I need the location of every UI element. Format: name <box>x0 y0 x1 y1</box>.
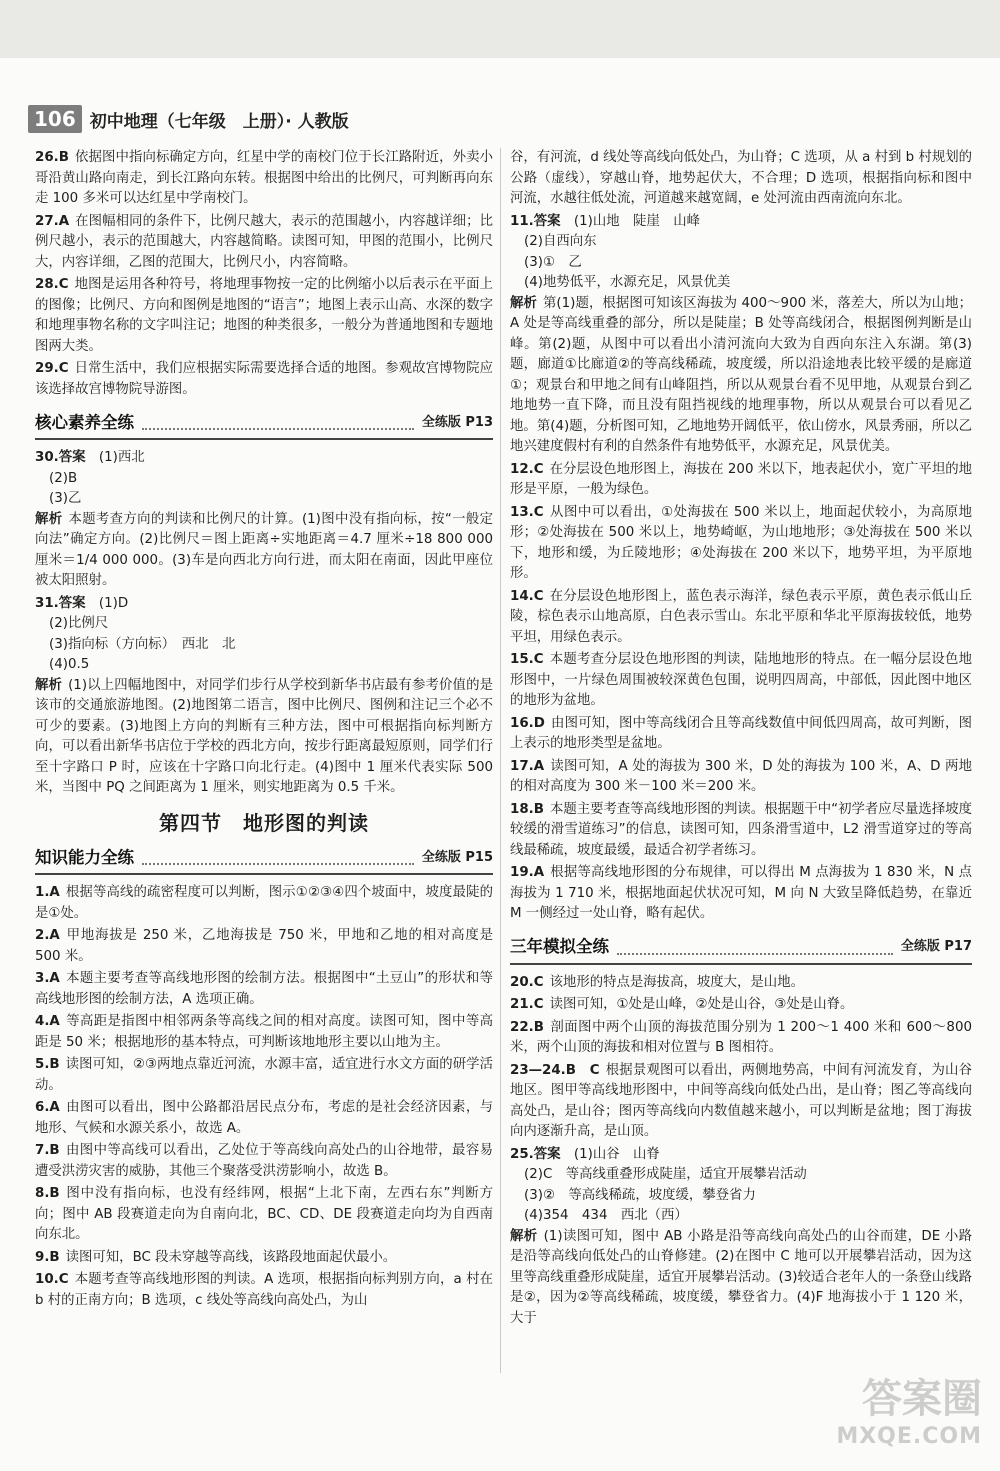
explanation-text: 第(1)题，根据图可知该区海拔为 400～900 米，落差大，所以为山地；A 处是等高线重叠的部分，所以是陡崖；B 处等高线闭合，根据图例判断是山峰。第(2)题，从图中可以看出小清河流向大致为自西向东注入东湖。第(3)题，廊道①比廊道②的等高线稀疏，坡度缓，所以沿途地表比较平缓的是廊道①；观景台和甲地之间有山峰阻挡，所以从观景台看不见甲地，从观景台到乙地地势一直下降，而且没有阻挡视线的地理事物，所以从观景台可以看见乙地。第(4)题，分析图可知，乙地地势开阔低平，依山傍水，风景秀丽，所以乙地兴建度假村有利的自然条件有地势低平，水源充足，风景优美。 <box>510 295 973 454</box>
item-number: 26.B <box>35 150 69 165</box>
item-text: 图中没有指向标，也没有经纬网，根据“上北下南，左西右东”判断方向；图中 AB 段赛道走向为自南向北，BC、CD、DE 段赛道走向均为自西南向东北。 <box>35 1186 493 1242</box>
item-text: 本题主要考查等高线地形图的判读。根据题干中“初学者应尽量选择坡度较缓的滑雪道练习”的信息，读图可知，四条滑雪道中，L2 滑雪道穿过的等高线最稀疏，坡度最缓，最适合初学者练习。 <box>510 801 972 858</box>
item-number: 21.C <box>510 997 544 1012</box>
answer-item <box>510 757 972 798</box>
answer-part: (1)西北 <box>98 450 145 465</box>
section-leader <box>142 416 414 430</box>
answer-item <box>35 1248 493 1269</box>
item-number: 25.答案 <box>510 1146 561 1162</box>
answer-item <box>510 1061 972 1143</box>
answer-item <box>510 995 972 1016</box>
section-leader <box>142 851 414 865</box>
item-text: 读图可知，②③两地点靠近河流，水源丰富，适宜进行水文方面的研学活动。 <box>35 1057 493 1093</box>
answer-part: (1)D <box>98 595 129 611</box>
item-text: 读图可知，BC 段未穿越等高线，该路段地面起伏最小。 <box>65 1249 397 1265</box>
item-text: 依据图中指向标确定方向，红星中学的南校门位于长江路附近，外卖小哥沿黄山路向南走，到长江路向东转。根据图中给出的比例尺，可判断再向东走 100 多米可以达红星中学南校门。 <box>35 150 493 206</box>
item-number: 7.B <box>35 1143 60 1158</box>
answer-part: (1)山地 陡崖 山峰 <box>573 213 700 229</box>
section-title: 知识能力全练 <box>35 847 134 867</box>
answer-part: (3)① 乙 <box>524 254 582 270</box>
answer-part: (2)比例尺 <box>49 616 109 631</box>
item-text: 根据等高线地形图的分布规律，可以得出 M 点海拔为 1 830 米，N 点海拔为 1 710 米，根据地面起伏状况可知，M 向 N 大致呈降低趋势，在靠近 M 一侧经过一处山脊，略有起伏。 <box>510 865 972 921</box>
item-number: 15.C <box>510 652 544 667</box>
item-number: 1.A <box>35 885 60 900</box>
item-text: 在图幅相同的条件下，比例尺越大，表示的范围越小，内容越详细；比例尺越小，表示的范围越大，内容越简略。读图可知，甲图的范围小，比例尺大，内容详细，乙图的范围大，比例尺小，内容简略。 <box>35 213 493 270</box>
top-bar <box>0 0 1000 58</box>
answer-item <box>510 800 972 862</box>
answer-part: (1)山谷 山脊 <box>573 1146 660 1162</box>
item-text: 地图是运用各种符号，将地理事物按一定的比例缩小以后表示在平面上的图像；比例尺、方向和图例是地图的“语言”；地图上表示山高、水深的数字和地理事物名称的文字叫注记；地图的种类很多，一般分为普通地图和专题地图两大类。 <box>35 277 493 354</box>
explanation <box>35 676 493 799</box>
item-number: 9.B <box>35 1249 60 1265</box>
answer-part: (2)自西向东 <box>524 234 597 249</box>
answer-item <box>35 926 493 967</box>
answer-line <box>510 212 972 233</box>
answer-item <box>35 275 493 357</box>
answer-line <box>510 1145 972 1166</box>
continued-text: 谷，有河流，d 线处等高线向低处凸，为山脊；C 选项，从 a 村到 b 村规划的公路（虚线），穿越山脊，地势起伏大，不合理；D 选项，根据指向标和图中河流，水越往低处流，河道越来越宽阔，e 处河流由西南流向东北。 <box>510 150 972 206</box>
book-title: 初中地理（七年级 上册）· 人教版 <box>89 111 349 132</box>
item-text: 本题考查分层设色地形图的判读，陆地地形的特点。在一幅分层设色地形图中，一片绿色周围被较深黄色包围，说明四周高，中部低，因此图中地区的地形为盆地。 <box>510 652 972 708</box>
answer-item <box>510 650 972 712</box>
item-number: 19.A <box>510 865 545 880</box>
section-title: 三年模拟全练 <box>510 937 609 957</box>
item-number: 8.B <box>35 1186 60 1201</box>
answer-item <box>35 1012 493 1053</box>
explanation-label: 解析 <box>35 511 63 527</box>
answer-part: (3)指向标（方向标） 西北 北 <box>49 636 236 652</box>
item-text: 由图中等高线可以看出，乙处位于等高线向高处凸的山谷地带，最容易遭受洪涝灾害的威胁，其他三个聚落受洪涝影响小，故选 B。 <box>35 1143 493 1179</box>
item-number: 18.B <box>510 801 544 817</box>
left-column <box>35 148 493 1313</box>
explanation-text: (1)以上四幅地图中，对同学们步行从学校到新华书店最有参考价值的是该市的交通旅游地图。(2)地图第二语言，图中比例尺、图例和注记三个必不可少的要素。(3)地图上方向的判断有三种方法，图中可根据指向标判断方向，可以看出新华书店位于学校的西北方向，按步行距离最短原则，同学们行至十字路口 P 时，应该在十字路口向北行走。(4)图中 1 厘米代表实际 500 米，当图中 PQ 之间距离为 1 厘米，则实地距离为 0.5 千米。 <box>35 677 494 795</box>
answer-part: (4)地势低平，水源充足，风景优美 <box>524 275 731 290</box>
answer-part: (3)② 等高线稀疏，坡度缓，攀登省力 <box>524 1187 756 1203</box>
answer-part: (2)C 等高线重叠形成陡崖，适宜开展攀岩活动 <box>524 1167 807 1182</box>
item-number: 10.C <box>35 1272 69 1287</box>
item-text: 等高距是指图中相邻两条等高线之间的相对高度。读图可知，图中等高距是 50 米；根据地形的基本特点，可判断该地地形主要以山地为主。 <box>35 1014 493 1050</box>
answer-part: (4)0.5 <box>49 657 90 672</box>
item-number: 28.C <box>35 277 69 292</box>
item-text: 剖面图中两个山顶的海拔范围分别为 1 200～1 400 米和 600～800 米，两个山顶的海拔和相对位置与 B 图相符。 <box>510 1019 972 1055</box>
explanation-label: 解析 <box>510 295 537 311</box>
watermark-logo: 答案圈 MXQE.COM <box>836 1376 982 1449</box>
item-number: 23—24.B C <box>510 1062 600 1078</box>
explanation <box>35 510 493 592</box>
item-number: 6.A <box>35 1100 60 1115</box>
answer-block <box>510 212 972 294</box>
explanation-text: (1)读图可知，图中 AB 小路是沿等高线向高处凸的山谷而建，DE 小路是沿等高线向低处凸的山脊修建。(2)在图中 C 地可以开展攀岩活动，因为这里等高线重叠形成陡崖，适宜开展攀岩活动。(3)较适合老年人的一条登山线路是②，因为②等高线稀疏，坡度缓，攀登省力。(4)F 地海拔小于 1 120 米，大于 <box>510 1228 973 1326</box>
answer-part: (4)354 434 西北（西） <box>524 1208 688 1223</box>
answer-block <box>35 594 493 676</box>
answer-line <box>35 448 493 469</box>
answer-item <box>510 973 972 994</box>
answer-item <box>35 1270 493 1311</box>
item-number: 22.B <box>510 1019 544 1035</box>
answer-item <box>35 1184 493 1246</box>
item-text: 该地形的特点是海拔高，坡度大，是山地。 <box>549 974 804 990</box>
item-number: 20.C <box>510 974 544 990</box>
item-number: 5.B <box>35 1057 60 1072</box>
item-text: 根据等高线的疏密程度可以判断，图示①②③④四个坡面中，坡度最陡的是①处。 <box>35 885 493 921</box>
item-number: 13.C <box>510 504 544 520</box>
answer-item <box>35 883 493 924</box>
explanation <box>510 1227 972 1330</box>
section-ref: 全练版 P13 <box>421 414 493 430</box>
item-text: 根据景观图可以看出，两侧地势高，中间有河流发育，为山谷地区。图甲等高线地形图中，中间等高线向低处凸出，是山脊；图乙等高线向高处凸，是山谷；图丙等高线向内数值越来越小，可以判断是盆地；图丁海拔向内逐渐升高，是山顶。 <box>510 1062 973 1139</box>
item-number: 12.C <box>510 461 544 477</box>
answer-item <box>35 1055 493 1096</box>
item-text: 由图可以看出，图中公路都沿居民点分布，考虑的是社会经济因素，与地形、气候和水源关系小，故选 A。 <box>35 1100 493 1136</box>
answer-item <box>510 587 972 649</box>
item-number: 14.C <box>510 588 544 604</box>
section-heading <box>510 935 972 965</box>
item-number: 30.答案 <box>35 450 86 465</box>
item-number: 2.A <box>35 928 60 943</box>
item-number: 3.A <box>35 971 60 986</box>
answer-item <box>510 863 972 925</box>
item-text: 本题考查等高线地形图的判读。A 选项，根据指向标判别方向，a 村在 b 村的正南方向；B 选项，c 线处等高线向高处凸，为山 <box>35 1272 493 1308</box>
explanation-label: 解析 <box>35 677 63 693</box>
explanation-text: 本题考查方向的判读和比例尺的计算。(1)图中没有指向标，按“一般定向法”确定方向。(2)比例尺＝图上距离÷实地距离＝4.7 厘米÷18 800 000 厘米＝1/4 000 000。(3)车是向西北方向行进，而太阳在南面，因此甲座位被太阳照射。 <box>35 511 493 588</box>
answer-part: (3)乙 <box>49 491 82 506</box>
answer-block <box>510 1145 972 1227</box>
answer-item <box>35 359 493 400</box>
item-text: 日常生活中，我们应根据实际需要选择合适的地图。参观故宫博物院应该选择故宫博物院导游图。 <box>35 361 493 397</box>
item-number: 29.C <box>35 361 69 376</box>
item-number: 4.A <box>35 1014 60 1029</box>
page-header <box>28 100 349 138</box>
column-divider <box>500 148 501 1373</box>
answer-block <box>35 448 493 510</box>
section-heading <box>35 845 493 875</box>
section-heading <box>35 410 493 440</box>
item-text: 甲地海拔是 250 米，乙地海拔是 750 米，甲地和乙地的相对高度是 500 米。 <box>35 928 493 964</box>
section-leader <box>617 941 893 955</box>
answer-item <box>35 1141 493 1182</box>
item-text: 由图可知，图中等高线闭合且等高线数值中间低四周高，故可判断，图上表示的地形类型是盆地。 <box>510 715 972 751</box>
item-number: 17.A <box>510 758 545 774</box>
item-number: 31.答案 <box>35 595 86 611</box>
right-column <box>510 148 972 1331</box>
item-number: 27.A <box>35 213 70 229</box>
item-number: 11.答案 <box>510 213 561 229</box>
item-text: 在分层设色地形图上，海拔在 200 米以下，地表起伏小，宽广平坦的地形是平原，一般为绿色。 <box>510 461 972 497</box>
answer-item <box>35 148 493 210</box>
section-ref: 全练版 P17 <box>900 939 972 955</box>
section-ref: 全练版 P15 <box>421 849 493 865</box>
answer-item <box>510 1018 972 1059</box>
explanation <box>510 294 972 458</box>
answer-item <box>35 1098 493 1139</box>
answer-item <box>510 503 972 585</box>
section-title: 核心素养全练 <box>35 412 134 432</box>
page-number: 106 <box>28 105 82 133</box>
item-text: 读图可知，A 处的海拔为 300 米，D 处的海拔为 100 米，A、D 两地的相对高度为 300 米－100 米＝200 米。 <box>510 758 972 794</box>
answer-item <box>35 969 493 1010</box>
explanation-label: 解析 <box>510 1228 538 1244</box>
item-number: 16.D <box>510 715 545 731</box>
item-text: 本题主要考查等高线地形图的绘制方法。根据图中“土豆山”的形状和等高线地形图的绘制方法，A 选项正确。 <box>35 971 493 1007</box>
item-text: 读图可知，①处是山峰，②处是山谷，③处是山脊。 <box>549 997 854 1012</box>
item-text: 在分层设色地形图上，蓝色表示海洋，绿色表示平原，黄色表示低山丘陵，棕色表示山地高原，白色表示雪山。东北平原和华北平原海拔较低，地势平坦，用绿色表示。 <box>510 588 972 645</box>
answer-item <box>510 714 972 755</box>
chapter-title: 第四节 地形图的判读 <box>159 810 369 835</box>
item-text: 从图中可以看出，①处海拔在 500 米以上，地面起伏较小，为高原地形；②处海拔在 500 米以上，地势崎岖，为山地地形；③处海拔在 500 米以下，地形和缓，为丘陵地形；④处海拔在 200 米以下，地势平坦，为平原地形。 <box>510 504 972 581</box>
answer-item <box>35 212 493 274</box>
answer-line <box>35 594 493 615</box>
answer-part: (2)B <box>49 470 78 486</box>
answer-item <box>510 460 972 501</box>
